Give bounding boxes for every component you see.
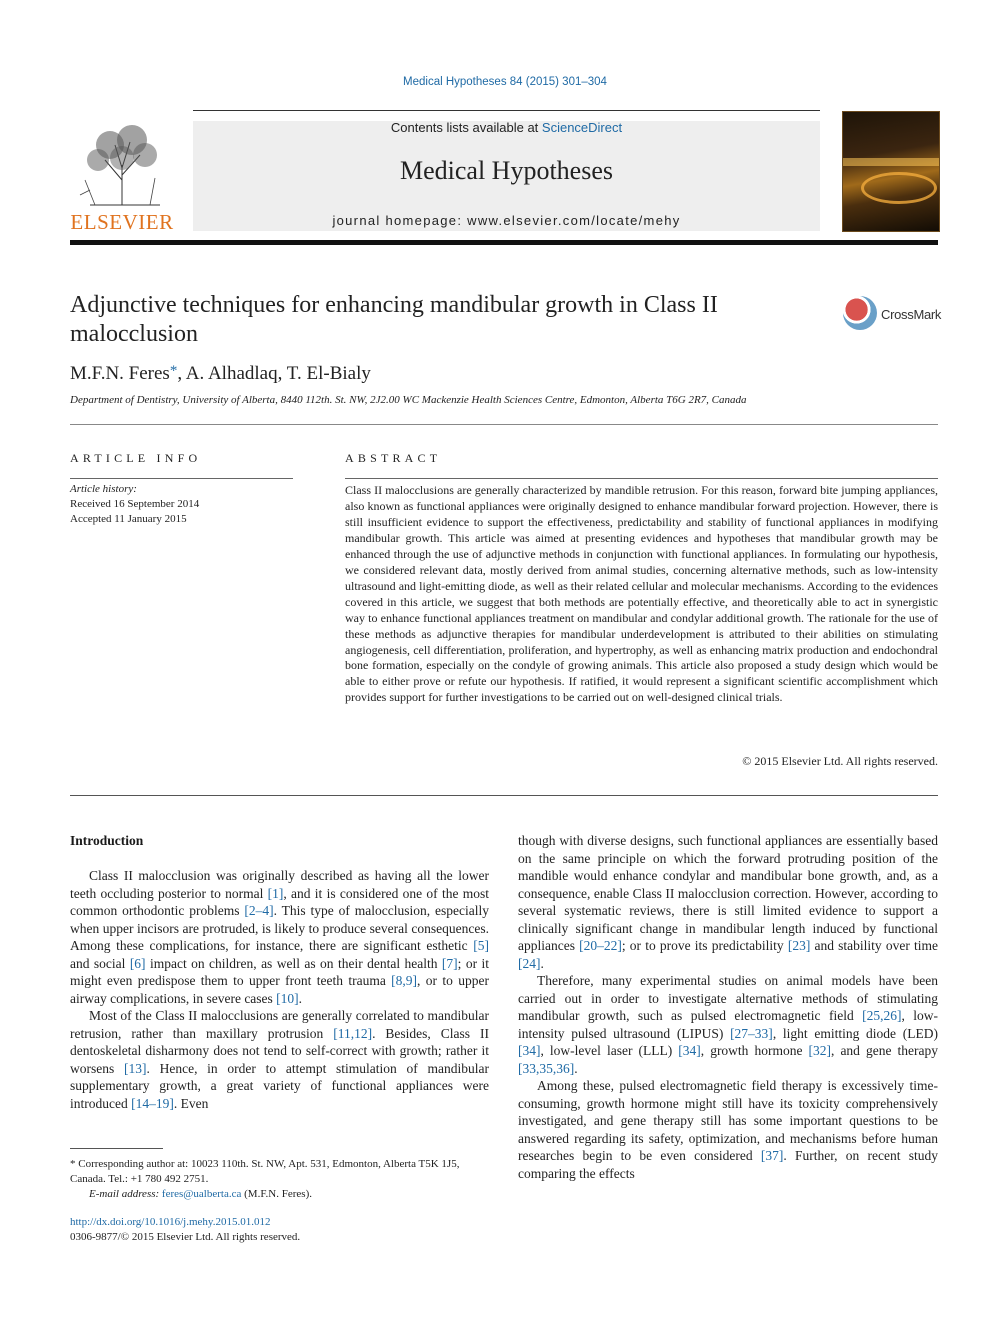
abstract-heading: ABSTRACT xyxy=(345,451,442,465)
corresponding-author-marker[interactable]: * xyxy=(169,363,178,379)
citation-link[interactable]: [20–22] xyxy=(579,938,622,953)
footnote-rule xyxy=(70,1148,163,1149)
citation-link[interactable]: [24] xyxy=(518,955,541,971)
body-text: , growth hormone xyxy=(700,1043,809,1058)
article-history xyxy=(70,482,199,527)
citation-link[interactable]: [8,9] xyxy=(391,973,418,988)
citation-link[interactable]: [14–19] xyxy=(131,1095,174,1111)
divider xyxy=(70,795,938,796)
abstract-text: Class II malocclusions are generally characterized by mandible retrusion. For this reason, forward bite jumping appliances, also known as functional appliances were originally designed to enhance mandibular forward projection. However, there is still insufficient evidence to support the effectiveness, predictability and stability of functional appliances in modifying mandibular growth. This article was aimed at presenting evidences and hypotheses that mandibular growth may be enhanced through the use of adjunctive methods in conjunction with functional appliances. In formulating our hypothesis, we considered relevant data, mostly derived from animal studies, concerning alternative methods, such as low-intensity ultrasound and light-emitting diode, as well as their related cellular and molecular mechanisms. According to the evidences covered in this article, we suggest that both methods are potentially effective, and theoretically able to act in synergistic way to enhance functional appliances treatment on mandibular and condylar additional growth. The rationale for the use of these methods as adjunctive therapies for mandibular underdevelopment is attributed to their abilities on stimulating angiogenesis, cell differentiation, proliferation, and hypertrophy, as well as enhancing matrix production and endochondral bone formation, especially on the condyle of growing animals. This article also proposed a study design which would be able to either prove or refute our hypothesis. If ratified, it would represent a significant scientific accomplishment which provides support for further investigations to be carried out on well-designed clinical trials. xyxy=(345,483,938,705)
body-text: Most of the Class II malocclusions are generally correlated to mandibular retrusion, rather than maxillary protrusion xyxy=(70,1008,489,1041)
corresponding-author-note: * Corresponding author at: 10023 110th. St. NW, Apt. 531, Edmonton, Alberta T5K 1J5, Canada. Tel.: +1 780 492 2751. xyxy=(70,1158,460,1185)
journal-citation-link[interactable]: Medical Hypotheses 84 (2015) 301–304 xyxy=(403,76,607,88)
body-text: , and it is considered one of the most common orthodontic problems xyxy=(70,885,489,918)
email-suffix: (M.F.N. Feres). xyxy=(241,1188,312,1200)
author-name[interactable]: M.F.N. Feres xyxy=(70,363,170,384)
body-text: . This type of malocclusion, especially when upper incisors are protruded, is likely to produce several consequences. Among these complications, for instance, there are significant esthetic xyxy=(70,903,489,953)
citation-link[interactable]: [25,26] xyxy=(862,1008,902,1023)
doi-link[interactable]: http://dx.doi.org/10.1016/j.mehy.2015.01.012 xyxy=(70,1216,271,1228)
contents-line xyxy=(193,120,820,135)
journal-cover-image[interactable] xyxy=(842,111,940,232)
citation-link[interactable]: [7] xyxy=(441,955,458,971)
body-paragraph xyxy=(518,972,938,1077)
citation-link[interactable]: [32] xyxy=(808,1043,832,1058)
article-info-heading: ARTICLE INFO xyxy=(70,451,202,465)
body-text: ; or to prove its predictability xyxy=(621,938,788,953)
accepted-date: Accepted 11 January 2015 xyxy=(70,513,187,525)
body-text: and stability over time xyxy=(810,938,938,953)
body-text: Therefore, many experimental studies on animal models have been carried out in order to investigate alternative methods of stimulating mandibular growth, such as pulsed electromagnetic field xyxy=(518,973,938,1023)
cover-swirl xyxy=(861,172,937,204)
body-text: ; or it might even predispose them to upper front teeth trauma xyxy=(70,955,489,988)
body-text: , or to upper airway complications, in severe cases xyxy=(70,973,489,1006)
body-text: Class II malocclusion was originally described as having all the lower teeth occluding posterior to normal xyxy=(70,868,489,901)
citation-link[interactable]: [6] xyxy=(129,955,146,971)
body-column-left xyxy=(70,867,489,1112)
issn-line: 0306-9877/© 2015 Elsevier Ltd. All rights reserved. xyxy=(70,1231,301,1243)
citation-link[interactable]: [33,35,36] xyxy=(518,1060,575,1076)
body-text: . xyxy=(574,1060,578,1076)
body-text: . xyxy=(540,955,544,971)
journal-title: Medical Hypotheses xyxy=(399,156,613,185)
citation-link[interactable]: [2–4] xyxy=(244,903,274,918)
body-text: though with diverse designs, such functional appliances are essentially based on the same principle on which the forward protruding position of the mandible would enhance condylar and mandibular bone growth, and, as a consequence, enable Class II malocclusion correction. However, according to several systematic reviews, there is still limited evidence to support a clinically significant change in mandibular length induced by functional appliances xyxy=(518,833,938,953)
section-heading-introduction: Introduction xyxy=(70,833,144,848)
journal-homepage[interactable]: journal homepage: www.elsevier.com/locate/mehy xyxy=(332,213,681,228)
author-name[interactable]: A. Alhadlaq xyxy=(185,363,278,384)
body-column-right xyxy=(518,832,938,1182)
citation-link[interactable]: [27–33] xyxy=(730,1025,773,1041)
divider xyxy=(70,424,938,425)
body-text: Among these, pulsed electromagnetic field therapy is excessively time-consuming, growth hormone might still have its toxicity comprehensively investigated, and gene therapy still has some important questions to be answered regarding its safety, optimization, and mechanisms before human researches begin to be even considered xyxy=(518,1078,938,1163)
affiliation: Department of Dentistry, University of Alberta, 8440 112th. St. NW, 2J2.00 WC Mackenzie Health Sciences Centre, Edmonton, Alberta T6G 2R7, Canada xyxy=(70,394,747,406)
citation-link[interactable]: [23] xyxy=(787,938,811,953)
footnote xyxy=(70,1157,489,1202)
article-title: Adjunctive techniques for enhancing mandibular growth in Class II malocclusion xyxy=(70,292,718,347)
author-name[interactable]: T. El-Bialy xyxy=(286,363,371,384)
body-text: . Further, on recent study comparing the effects xyxy=(518,1148,938,1181)
header-top-rule xyxy=(193,110,820,111)
citation-link[interactable]: [34] xyxy=(678,1043,701,1058)
received-date: Received 16 September 2014 xyxy=(70,498,200,510)
citation-link[interactable]: [1] xyxy=(267,885,284,901)
divider xyxy=(70,478,293,479)
citation-link[interactable]: [5] xyxy=(473,938,489,953)
crossmark-label: CrossMark xyxy=(881,307,942,322)
citation-link[interactable]: [13] xyxy=(123,1060,147,1076)
author-list: M.F.N. Feres*, A. Alhadlaq, T. El-Bialy xyxy=(70,363,371,384)
body-text: . xyxy=(298,990,303,1006)
body-text: . Hence, in order to attempt stimulation of mandibular supplementary growth, a great variety of functional appliances were introduced xyxy=(70,1060,489,1111)
email-label: E-mail address: xyxy=(89,1188,162,1200)
email-link[interactable]: feres@ualberta.ca xyxy=(161,1188,242,1200)
body-text: . Besides, Class II dentoskeletal disharmony does not tend to self-correct with growth; rather it worsens xyxy=(70,1025,489,1076)
body-paragraph xyxy=(70,867,489,1007)
divider xyxy=(345,478,938,479)
body-text: and social xyxy=(70,955,130,971)
citation-link[interactable]: [10] xyxy=(276,990,299,1006)
body-paragraph xyxy=(70,1007,489,1112)
cover-band xyxy=(843,158,939,166)
body-paragraph xyxy=(518,832,938,972)
contents-prefix: Contents lists available at xyxy=(390,120,542,135)
header-rule xyxy=(70,240,938,245)
crossmark-button[interactable] xyxy=(843,296,943,336)
body-text: , light emitting diode (LED) xyxy=(772,1025,938,1041)
body-text: . Even xyxy=(173,1095,209,1111)
body-text: , and gene therapy xyxy=(831,1043,938,1058)
body-text: impact on children, as well as on their dental health xyxy=(145,955,442,971)
citation-link[interactable]: [11,12] xyxy=(333,1025,373,1041)
sciencedirect-link[interactable]: ScienceDirect xyxy=(541,120,623,135)
crossmark-icon xyxy=(843,296,877,330)
history-label: Article history: xyxy=(70,483,137,495)
citation-link[interactable]: [34] xyxy=(518,1043,541,1058)
publisher-wordmark: ELSEVIER xyxy=(70,210,174,234)
body-text: , low-level laser (LLL) xyxy=(540,1043,679,1058)
body-text: , low-intensity pulsed ultrasound (LIPUS) xyxy=(518,1008,939,1041)
body-paragraph xyxy=(518,1077,938,1182)
citation-link[interactable]: [37] xyxy=(760,1148,784,1163)
abstract-copyright: © 2015 Elsevier Ltd. All rights reserved. xyxy=(742,754,938,768)
